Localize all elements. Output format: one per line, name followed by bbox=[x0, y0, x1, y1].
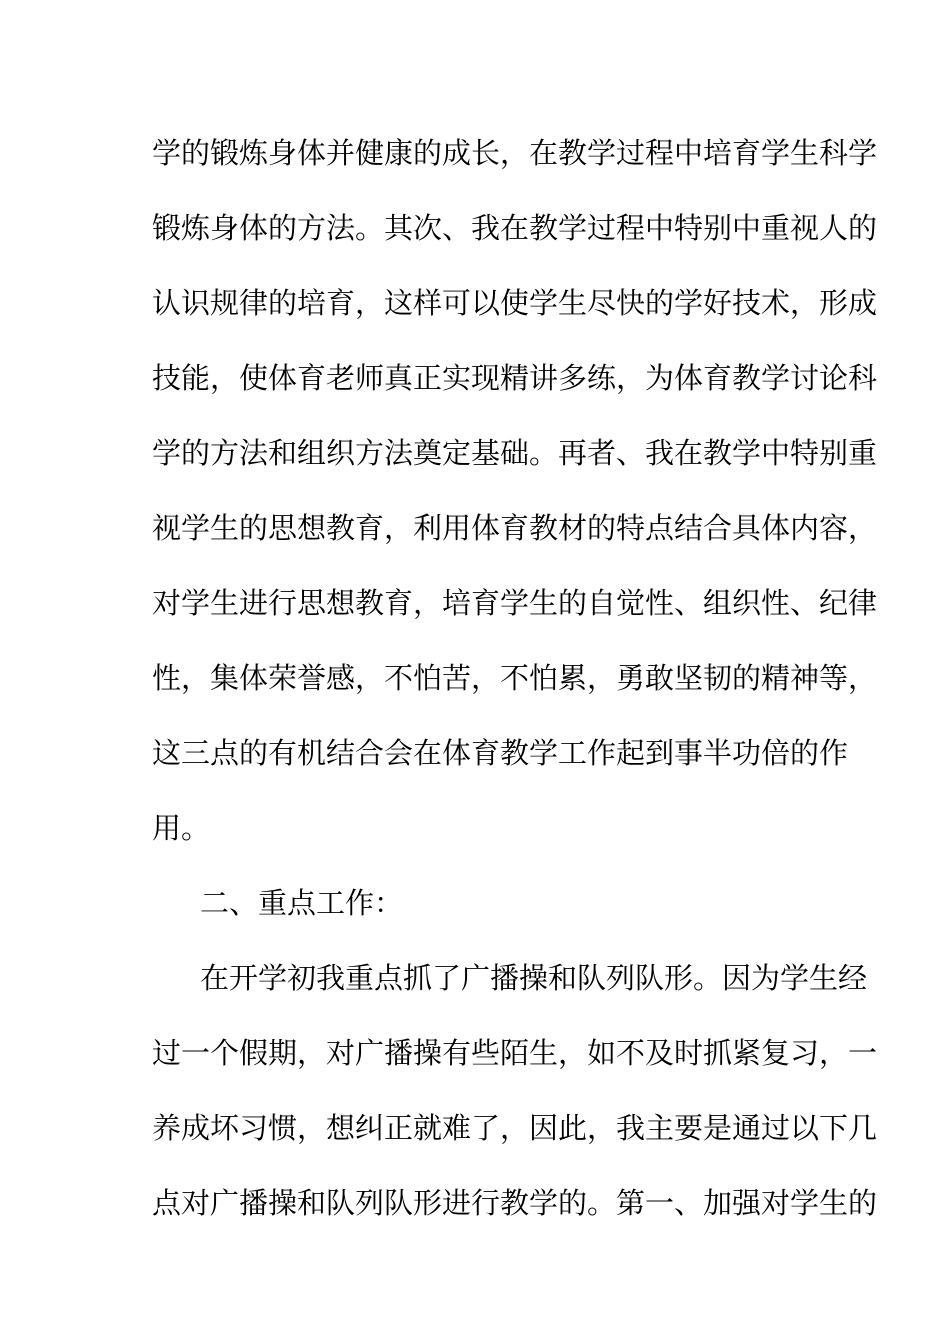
text-line: 养成坏习惯，想纠正就难了，因此，我主要是通过以下几 bbox=[152, 1111, 878, 1145]
text-line: 用。 bbox=[152, 811, 211, 845]
text-line: 对学生进行思想教育，培育学生的自觉性、组织性、纪律 bbox=[152, 586, 878, 620]
text-line: 在开学初我重点抓了广播操和队列队形。因为学生经 bbox=[200, 961, 868, 995]
text-line: 视学生的思想教育，利用体育教材的特点结合具体内容， bbox=[152, 511, 878, 545]
body-text bbox=[152, 129, 878, 1254]
text-line: 锻炼身体的方法。其次、我在教学过程中特别中重视人的 bbox=[152, 211, 878, 245]
text-line: 点对广播操和队列队形进行教学的。第一、加强对学生的 bbox=[152, 1186, 878, 1220]
text-line: 技能，使体育老师真正实现精讲多练，为体育教学讨论科 bbox=[152, 361, 878, 395]
text-line: 学的锻炼身体并健康的成长，在教学过程中培育学生科学 bbox=[152, 136, 878, 170]
text-line: 性，集体荣誉感，不怕苦，不怕累，勇敢坚韧的精神等， bbox=[152, 661, 878, 695]
text-line: 学的方法和组织方法奠定基础。再者、我在教学中特别重 bbox=[152, 436, 878, 470]
text-line: 过一个假期，对广播操有些陌生，如不及时抓紧复习，一 bbox=[152, 1036, 878, 1070]
section-heading: 二、重点工作： bbox=[200, 886, 404, 920]
text-line: 认识规律的培育，这样可以使学生尽快的学好技术，形成 bbox=[152, 286, 878, 320]
text-line: 这三点的有机结合会在体育教学工作起到事半功倍的作 bbox=[152, 736, 849, 770]
